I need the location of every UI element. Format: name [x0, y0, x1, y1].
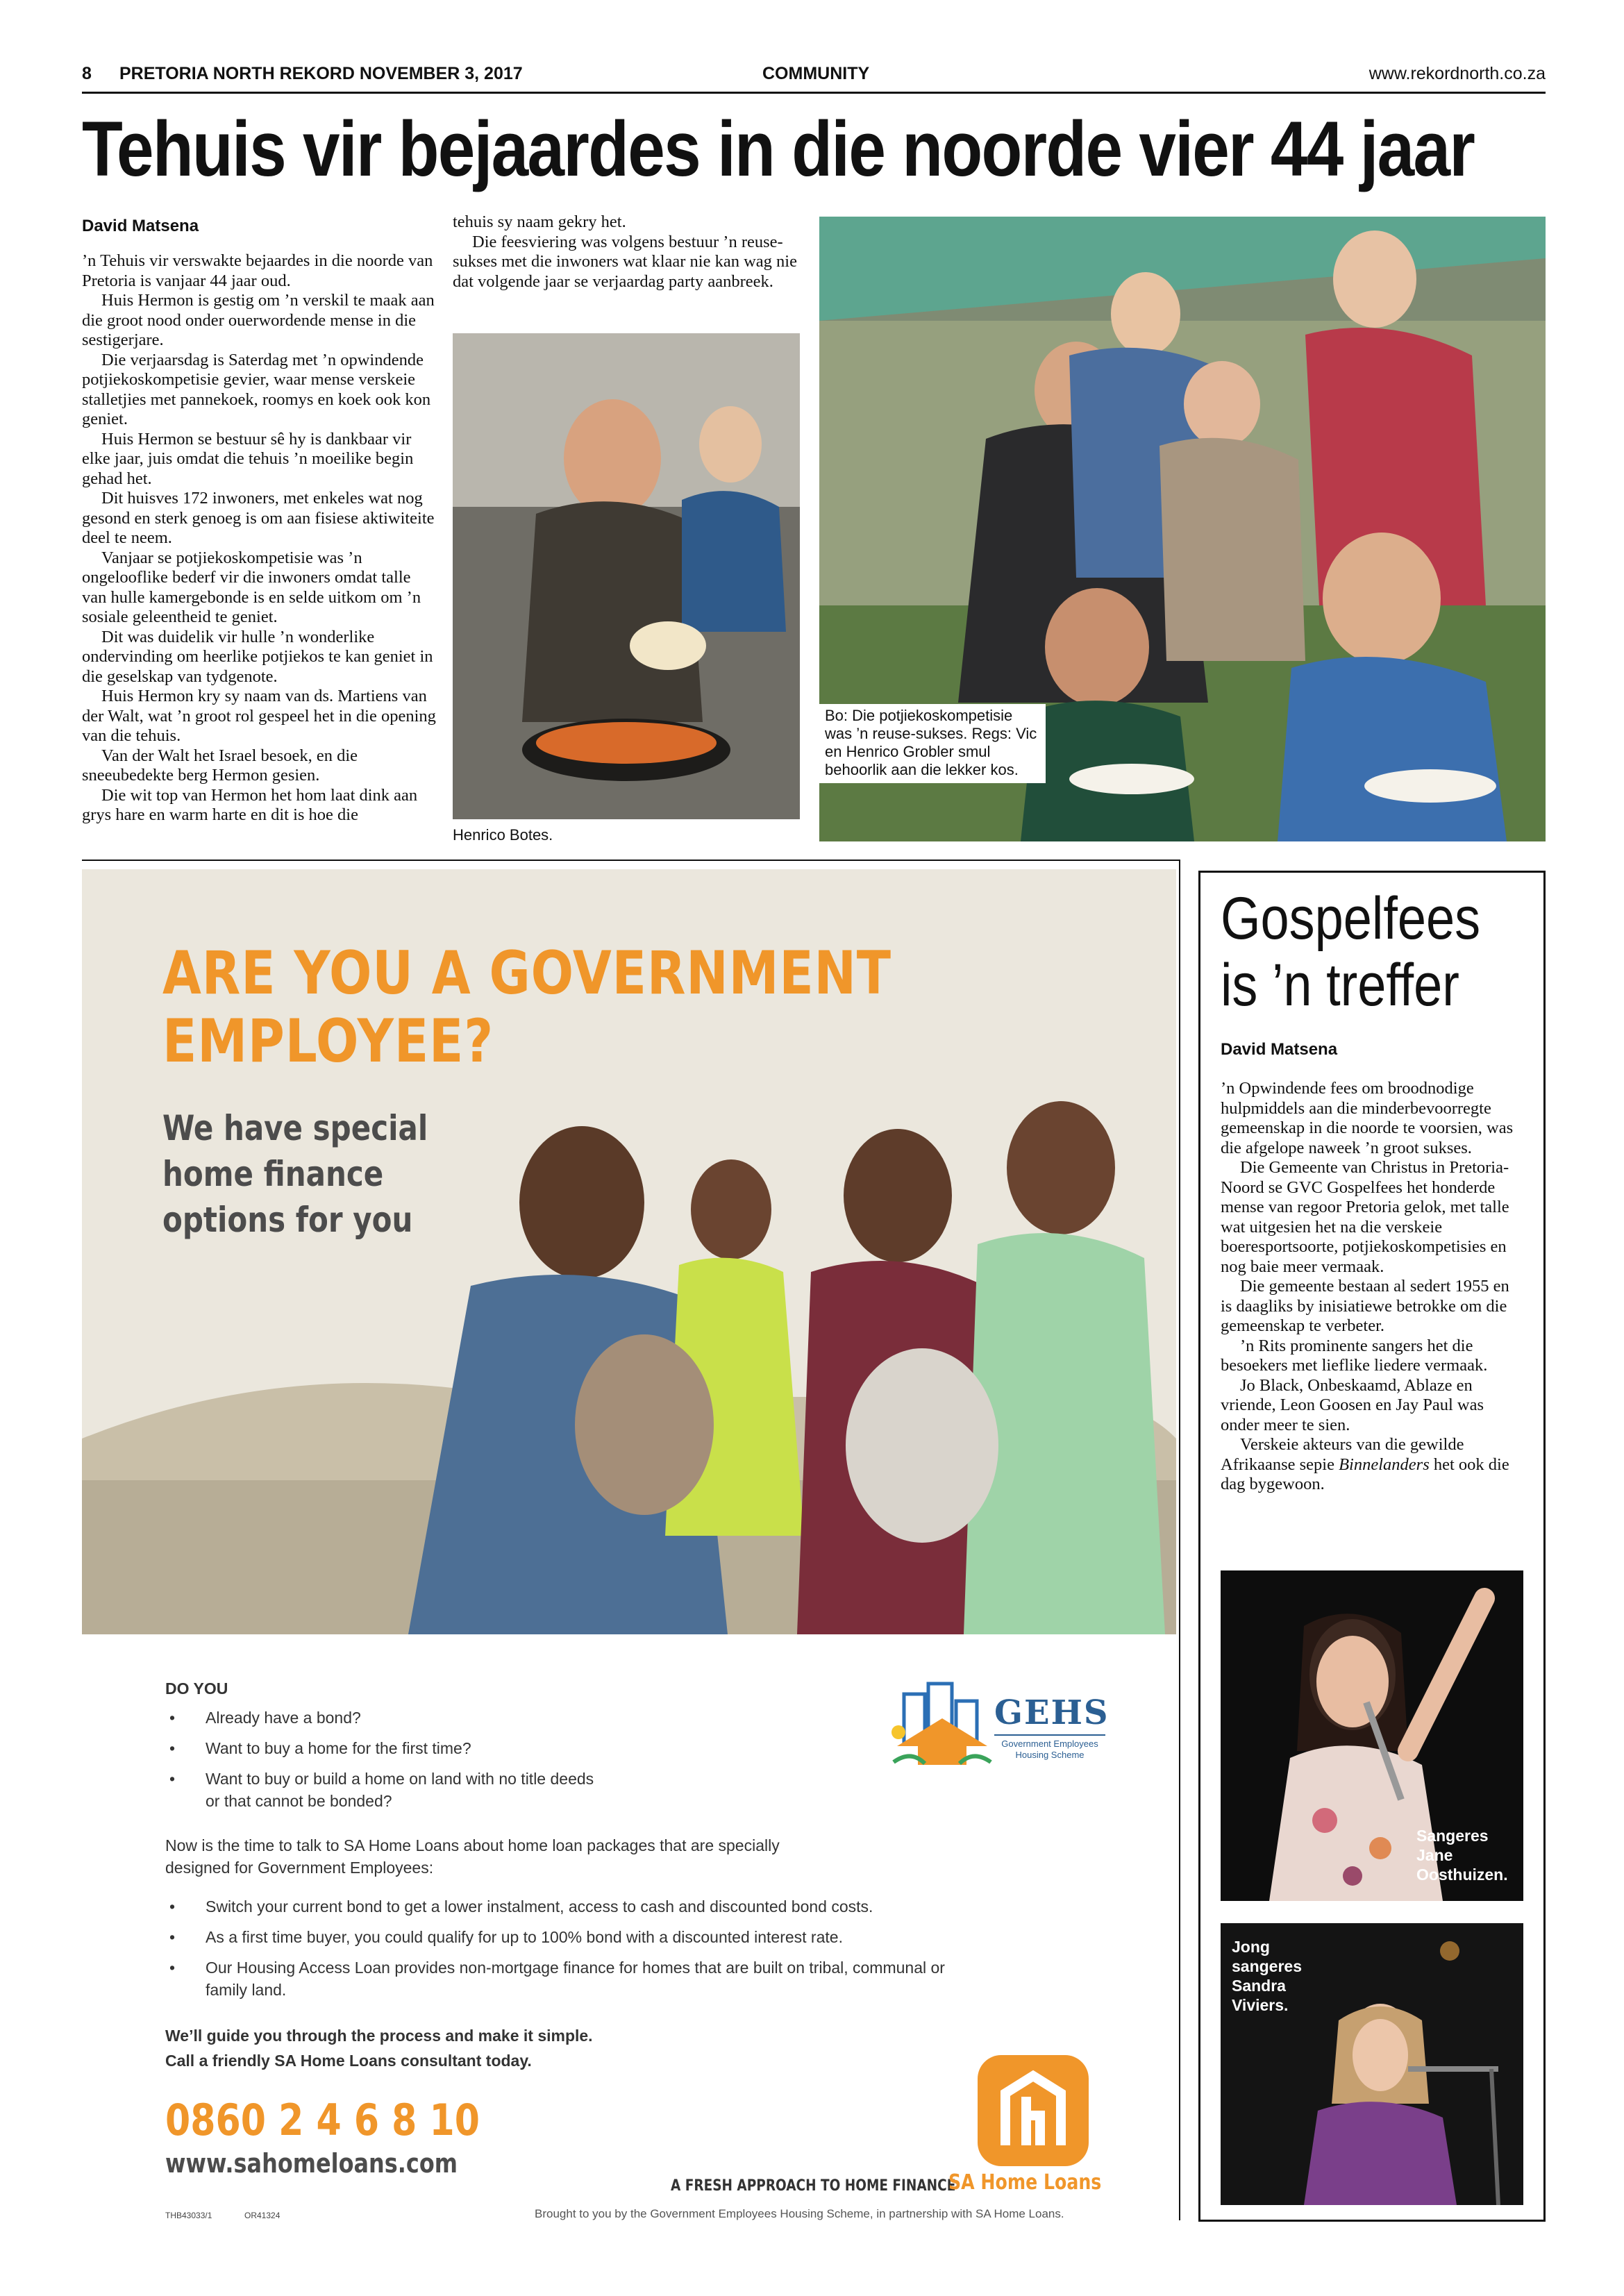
section-label: COMMUNITY: [762, 64, 870, 83]
article-column-2: [453, 212, 800, 292]
caption-sandra-1: Jong: [1232, 1938, 1270, 1956]
singer-sandra-photo: [1221, 1923, 1523, 2205]
caption-sandra-2: sangeres: [1232, 1957, 1303, 1975]
sidebar-byline: David Matsena: [1221, 1040, 1338, 1059]
potjie-cooking-photo: [453, 333, 800, 819]
ad-subtitle-line-3: options for you: [162, 1200, 413, 1240]
ad-benefit: • As a first time buyer, you could qualify for up to 100% bond with a discounted interest rate.: [165, 1926, 985, 1948]
sidebar-paragraph: Jo Black, Onbeskaamd, Ablaze en vriende, Leon Goosen en Jay Paul was onder meer te sien.: [1221, 1375, 1484, 1434]
sidebar-title-line-2: is ’n treffer: [1221, 952, 1459, 1019]
singer-jane-illustration: [1221, 1570, 1523, 1901]
article-paragraph: Dit was duidelik vir hulle ’n wonderlike ondervinding om heerlike potjiekos te kan geniet in die geselskap van tydgenote.: [82, 627, 433, 686]
sidebar-paragraph: [1221, 1435, 1525, 1495]
potjie-cooking-illustration: [453, 333, 800, 819]
sidebar-paragraph: ’n Rits prominente sangers het die besoekers met lieflike liedere vermaak.: [1221, 1336, 1488, 1375]
article-paragraph: Vanjaar se potjiekoskompetisie was ’n ongelooflike bederf vir die inwoners omdat talle van hulle kamergebonde is en selde uitkom om ’n sosiale geleentheid te geniet.: [82, 548, 421, 626]
ad-benefit: • Switch your current bond to get a lower instalment, access to cash and discounted bond costs.: [165, 1895, 985, 1918]
ad-benefit: • Our Housing Access Loan provides non-mortgage finance for homes that are built on tribal, communal or family land.: [165, 1956, 985, 2001]
caption-sandra-3: Sandra: [1232, 1977, 1286, 1995]
ad-intro: Now is the time to talk to SA Home Loans about home loan packages that are specially designed for Government Employees:: [165, 1836, 780, 1877]
gehs-logo-icon: [890, 1680, 994, 1770]
ad-subtitle-line-2: home finance: [162, 1154, 384, 1194]
photo-caption: Bo: Die potjiekoskompetisie was ’n reuse-sukses. Regs: Vic en Henrico Grobler smul behoorlik aan die lekker kos.: [819, 704, 1046, 783]
ad-question: • Already have a bond?: [165, 1707, 610, 1729]
header-rule: [82, 92, 1546, 94]
ad-tagline: A FRESH APPROACH TO HOME FINANCE: [671, 2177, 956, 2195]
article-headline: Tehuis vir bejaardes in die noorde vier 44 jaar: [82, 106, 1475, 192]
article-paragraph: ’n Tehuis vir verswakte bejaardes in die noorde van Pretoria is vanjaar 44 jaar oud.: [82, 251, 433, 290]
ad-benefit-list: [165, 1895, 985, 2009]
article-paragraph: Die verjaarsdag is Saterdag met ’n opwindende potjiekoskompetisie gevier, waar mense verskeie stalletjies met pannekoek, roomys en koek ook kon geniet.: [82, 350, 431, 428]
ad-title-line-1: ARE YOU A GOVERNMENT: [162, 939, 891, 1008]
gehs-name: GEHS: [994, 1693, 1110, 1732]
article-paragraph: Die wit top van Hermon het hom laat dink aan grys hare en warm harte en dit is hoe die: [82, 785, 418, 824]
article-paragraph: Huis Hermon is gestig om ’n verskil te maak aan die groot nood onder ouerwordende mense in die sestigerjare.: [82, 291, 435, 349]
sahomeloans-logo-icon: [978, 2055, 1089, 2166]
ad-subtitle-line-1: We have special: [162, 1108, 428, 1148]
ad-question: • Want to buy or build a home on land with no title deeds or that cannot be bonded?: [165, 1768, 610, 1812]
caption-jane-1: Sangeres: [1416, 1827, 1489, 1845]
ad-footer: Brought to you by the Government Employees Housing Scheme, in partnership with SA Home Loans.: [535, 2207, 1064, 2220]
ad-code-1: THB43033/1: [165, 2211, 212, 2220]
article-paragraph: Van der Walt het Israel besoek, en die sneeubedekte berg Hermon gesien.: [82, 746, 358, 785]
page-number: 8: [82, 64, 92, 83]
publication-line: PRETORIA NORTH REKORD NOVEMBER 3, 2017: [119, 64, 523, 83]
article-byline: David Matsena: [82, 217, 199, 235]
article-paragraph: Huis Hermon se bestuur sê hy is dankbaar vir elke jaar, juis omdat die tehuis ’n moeilike begin gehad het.: [82, 429, 414, 488]
sidebar-paragraph: Die Gemeente van Christus in Pretoria-Noord se GVC Gospelfees het honderde mense van regoor Pretoria gelok, met talle wat uitgesien het na die verskeie boeresportsoorte, potjiekoskompetisies en nog baie meer vermaak.: [1221, 1158, 1509, 1276]
sidebar-soap-title: Binnelanders: [1339, 1455, 1430, 1474]
article-paragraph: tehuis sy naam gekry het.: [453, 212, 626, 231]
gehs-subtitle-1: Government Employees: [1001, 1738, 1098, 1749]
caption-sandra-4: Viviers.: [1232, 1996, 1289, 2014]
section-divider: [82, 860, 1179, 861]
sidebar-last-start: Verskeie akteurs van die gewilde Afrikaanse sepie: [1221, 1435, 1464, 1474]
sidebar-paragraph: Die gemeente bestaan al sedert 1955 en is daagliks by inisiatiewe betrokke om die gemeenskap te verbeter.: [1221, 1277, 1509, 1335]
ad-title-line-2: EMPLOYEE?: [162, 1007, 494, 1076]
caption-jane-2: Jane: [1416, 1846, 1453, 1864]
ad-family-photo: [82, 869, 1176, 1634]
website-link[interactable]: www.rekordnorth.co.za: [1368, 64, 1546, 83]
ad-question: • Want to buy a home for the first time?: [165, 1737, 610, 1759]
sidebar-title-line-1: Gospelfees: [1221, 885, 1481, 952]
ad-code-2: OR41324: [244, 2211, 281, 2220]
article-paragraph: Die feesviering was volgens bestuur ’n reuse-sukses met die inwoners wat klaar nie kan wag nie dat volgende jaar se verjaardag party aanbreek.: [453, 232, 797, 291]
ad-website[interactable]: www.sahomeloans.com: [165, 2148, 458, 2179]
house-icon: [978, 2055, 1089, 2166]
ad-do-you: DO YOU: [165, 1679, 228, 1698]
article-column-1: [82, 251, 436, 826]
gehs-house-icon: [890, 1680, 994, 1770]
photo-credit: Henrico Botes.: [453, 826, 553, 844]
ad-guide-line-1: We’ll guide you through the process and make it simple.: [165, 2027, 593, 2045]
ad-question-list: [165, 1707, 610, 1820]
ad-phone-number[interactable]: 0860 2 4 6 8 10: [165, 2095, 480, 2145]
sidebar-text: [1221, 1079, 1525, 1495]
sidebar-last-end: het ook die dag bygewoon.: [1221, 1455, 1509, 1493]
ad-guide-line-2: Call a friendly SA Home Loans consultant today.: [165, 2052, 532, 2070]
article-paragraph: Huis Hermon kry sy naam van ds. Martiens van der Walt, wat ’n groot rol gespeel het in die opening van die tehuis.: [82, 687, 436, 745]
singer-jane-photo: [1221, 1570, 1523, 1901]
gehs-subtitle-2: Housing Scheme: [1015, 1750, 1085, 1760]
article-paragraph: Dit huisves 172 inwoners, met enkeles wat nog gesond en sterk genoeg is om aan fisiese aktiwiteite deel te neem.: [82, 489, 435, 547]
ad-brand: SA Home Loans: [948, 2170, 1102, 2195]
vertical-divider: [1179, 860, 1180, 2220]
gehs-rule: [994, 1734, 1105, 1736]
sidebar-paragraph: ’n Opwindende fees om broodnodige hulpmiddels aan die minderbevoorregte gemeenskap in die noorde te voorsien, was die afgelope naweek ’n groot sukses.: [1221, 1079, 1514, 1157]
caption-jane-3: Oosthuizen.: [1416, 1866, 1508, 1884]
